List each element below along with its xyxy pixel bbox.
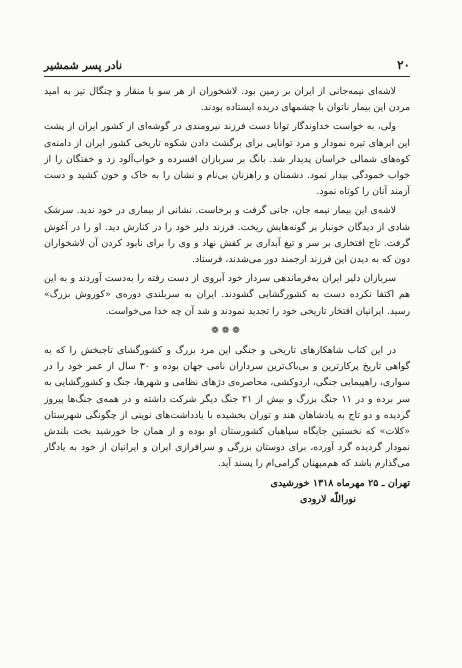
header-rule <box>44 76 410 77</box>
signature-date: تهران ـ ۲۵ مهرماه ۱۳۱۸ خورشیدی <box>270 477 410 489</box>
paragraph: لاشه‌ی این بیمار نیمه جان، جانی گرفت و برخاست. نشانی از بیماری در خود ندید. سرشک شادی از دیدگان خونبار بر گونه‌هایش ریخت. فرزند دلیر خود را در کنارش دید. او را در آغوش گرفت. تاج افتخاری بر سر و تیغ آبداری بر کفش نهاد و وی را برای نابود کردن آن لاشخواران دون که به دیدن این فرزند ارجمند دور می‌شدند، فرستاد. <box>44 205 410 266</box>
paragraph: در این کتاب شاهکارهای تاریخی و جنگی این مرد بزرگ و کشورگشای تاجبخش را که به گواهی تاریخ پرکارترین و بی‌باک‌ترین سرداران نامی جهان بوده و ۳۰ سال از عمر خود را در سواری، راهپیمایی جنگی، اردوکشی، محاصره‌ی دژهای نظامی و شهرها، جنگ و کشورگشایی به سر برده و در ۱۱ جنگ بزرگ و بیش از ۲۱ جنگ دیگر شرکت داشته و در همه‌ی جنگ‌ها پیروز گردیده و دو تاج به پادشاهان هند و توران بخشیده با یادداشت‌های نوینی از چگونگی شهرستان «کلات» که نخستین جایگاه سپاهبان کشورستان او بوده و از همان جا خورشید بخت بلندش نمودار گردیده گرد آورده، برای دوستان بزرگی و سرافرازی ایران و ایرانیان از خود به یادگار می‌گذارم باشد که هم‌میهنان گرامی‌ام را پسند آید. <box>44 345 410 470</box>
paragraph: سربازان دلیر ایران به‌فرماندهی سردار خود آبروی از دست رفته را به‌دست آوردند و به این هم اکتفا نکرده دست به کشورگشایی گشودند. ایران به سربلندی دوره‌ی «کوروش بزرگ» رسید. ایرانیان افتخار تاریخی خود را تجدید نمودند و شد آن چه خدا می‌خواست. <box>44 273 410 317</box>
page-body <box>44 84 410 508</box>
paragraph: ولی، به خواست خداوندگار توانا دست فرزند نیرومندی در گوشه‌ای از کشور ایران از پشت این ابرهای تیره نمودار و مرد توانایی برای برگشت دادن شکوه تاریخی کشور ایران از دامنه‌ی کوه‌های شمالی خراسان پدیدار شد. بانگ بر سربازان افسرده و خواب‌آلود زد و خفتگان را از خواب خمودگی بیدار نمود. دشمنان و راهزنان بی‌نام و نشان را به خاک و خون کشید و دست آزمند آنان را کوتاه نمود. <box>44 121 410 198</box>
paragraph: لاشه‌ای نیمه‌جانی از ایران بر زمین بود. لاشخوران از هر سو با منقار و چنگال تیز به امید مردن این بیمار ناتوان با چشمهای دریده ایستاده بودند. <box>44 86 410 114</box>
section-separator: ❁❁❁ <box>211 325 243 336</box>
running-title: نادر پسر شمشیر <box>44 58 123 72</box>
running-header <box>44 56 410 74</box>
page-number: ۲۰ <box>397 58 410 72</box>
signature-author: نوراللّه لارودی <box>299 493 356 505</box>
